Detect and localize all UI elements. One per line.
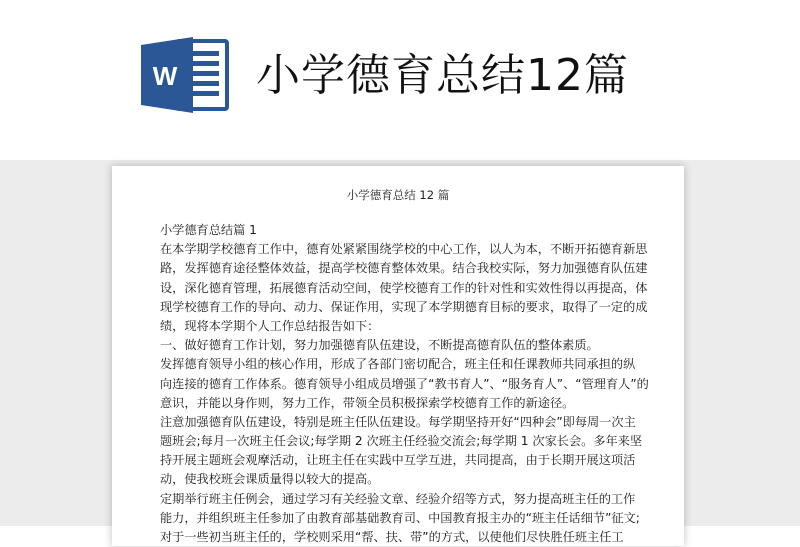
document-body [160,221,650,547]
document-line: 路，发挥德育途径整体效益，提高学校德育整体效果。结合我校实际，努力加强德育队伍建 [160,261,648,276]
document-page [112,166,684,546]
document-line: 小学德育总结篇 1 [160,223,257,237]
document-line: 向连接的德育工作体系。德育领导小组成员增强了“教书育人”、“服务育人”、“管理育人”的 [160,376,649,391]
document-title: 小学德育总结 12 篇 [346,188,450,202]
document-line: 现学校德育工作的导向、动力、保证作用，实现了本学期德育目标的要求，取得了一定的成 [160,299,648,314]
page-title: 小学德育总结12篇 [256,50,629,101]
document-line: 定期举行班主任例会，通过学习有关经验文章、经验介绍等方式，努力提高班主任的工作 [160,491,636,506]
document-line: 绩，现将本学期个人工作总结报告如下： [160,318,380,333]
document-line: 在本学期学校德育工作中，德育处紧紧围绕学校的中心工作，以人为本，不断开拓德育新思 [160,242,648,257]
document-line: 对于一些初当班主任的，学校则采用“帮、扶、带”的方式，以使他们尽快胜任班主任工 [160,530,624,544]
document-line: 持开展主题班会观摩活动，让班主任在实践中互学互进，共同提高，由于长期开展这项活 [160,453,636,468]
document-line: 能力，并组织班主任参加了由教育部基础教育司、中国教育报主办的“班主任话细节”征文; [160,510,640,525]
word-document-icon [141,35,231,115]
document-line: 发挥德育领导小组的核心作用，形成了各部门密切配合，班主任和任课教师共同承担的纵 [160,357,636,372]
document-line: 注意加强德育队伍建设，特别是班主任队伍建设。每学期坚持开好“四种会”即每周一次主 [160,414,636,429]
document-line: 一、做好德育工作计划，努力加强德育队伍建设，不断提高德育队伍的整体素质。 [160,338,599,353]
word-icon-letter: W [152,61,178,91]
document-line: 题班会;每月一次班主任会议;每学期 2 次班主任经验交流会;每学期 1 次家长会。多年来坚 [160,434,643,449]
document-line: 意识，并能以身作则，努力工作，带领全员积极探索学校德育工作的新途径。 [160,395,575,410]
document-line: 动，使我校班会课质量得以较大的提高。 [160,472,380,487]
document-line: 设，深化德育管理，拓展德育活动空间，使学校德育工作的针对性和实效性得以再提高，体 [160,280,648,295]
header-banner [0,0,800,160]
